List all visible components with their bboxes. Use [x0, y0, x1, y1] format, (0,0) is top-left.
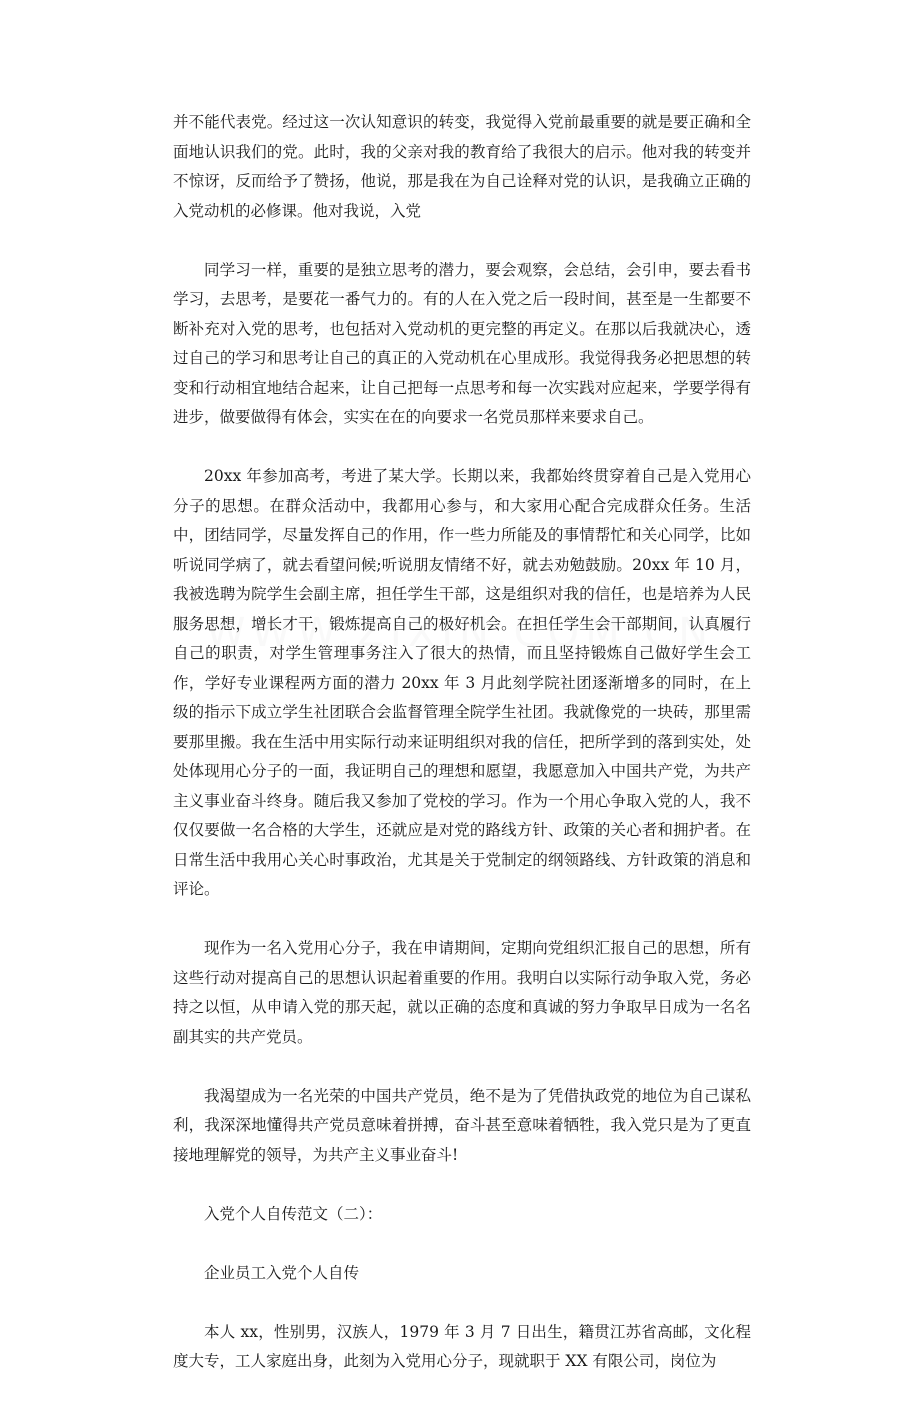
- paragraph-1: 并不能代表党。经过这一次认知意识的转变，我觉得入党前最重要的就是要正确和全面地认识我们的党。此时，我的父亲对我的教育给了我很大的启示。他对我的转变并不惊讶，反而给予了赞扬，他说，那是我在为自己诠释对党的认识，是我确立正确的入党动机的必修课。他对我说，入党: [173, 113, 751, 220]
- article-title: 企业员工入党个人自传: [204, 1263, 360, 1282]
- paragraph-6: 本人 xx，性别男，汉族人，1979 年 3 月 7 日出生，籍贯江苏省高邮，文化程度大专，工人家庭出身，此刻为入党用心分子，现就职于 XX 有限公司，岗位为: [173, 1322, 751, 1370]
- paragraph-4: 现作为一名入党用心分子，我在申请期间，定期向党组织汇报自己的思想，所有这些行动对提高自己的思想认识起着重要的作用。我明白以实际行动争取入党，务必持之以恒，从申请入党的那天起，就以正确的态度和真诚的努力争取早日成为一名名副其实的共产党员。: [173, 939, 751, 1046]
- paragraph-5: 我渴望成为一名光荣的中国共产党员，绝不是为了凭借执政党的地位为自己谋私利，我深深地懂得共产党员意味着拼搏，奋斗甚至意味着牺牲，我入党只是为了更直接地理解党的领导，为共产主义事业奋斗!: [173, 1086, 751, 1164]
- section-heading: 入党个人自传范文（二）：: [204, 1204, 383, 1223]
- paragraph-3: 20xx 年参加高考，考进了某大学。长期以来，我都始终贯穿着自己是入党用心分子的思想。在群众活动中，我都用心参与，和大家用心配合完成群众任务。生活中，团结同学，尽量发挥自己的作用，作一些力所能及的事情帮忙和关心同学，比如听说同学病了，就去看望问候;听说朋友情绪不好，就去劝勉鼓励。20xx 年 10 月，我被选聘为院学生会副主席，担任学生干部，这是组织对我的信任，也是培养为人民服务思想，增长才干，锻炼提高自己的极好机会。在担任学生会干部期间，认真履行自己的职责，对学生管理事务注入了很大的热情，而且坚持锻炼自己做好学生会工作，学好专业课程两方面的潜力 20xx 年 3 月此刻学院社团逐渐增多的同时，在上级的指示下成立学生社团联合会监督管理全院学生社团。我就像党的一块砖，那里需要那里搬。我在生活中用实际行动来证明组织对我的信任，把所学到的落到实处，处处体现用心分子的一面，我证明自己的理想和愿望，我愿意加入中国共产党，为共产主义事业奋斗终身。随后我又参加了党校的学习。作为一个用心争取入党的人，我不仅仅要做一名合格的大学生，还就应是对党的路线方针、政策的关心者和拥护者。在日常生活中我用心关心时事政治，尤其是关于党制定的纲领路线、方针政策的消息和评论。: [173, 467, 751, 898]
- paragraph-2: 同学习一样，重要的是独立思考的潜力，要会观察，会总结，会引申，要去看书学习，去思考，是要花一番气力的。有的人在入党之后一段时间，甚至是一生都要不断补充对入党的思考，也包括对入党动机的更完整的再定义。在那以后我就决心，透过自己的学习和思考让自己的真正的入党动机在心里成形。我觉得我务必把思想的转变和行动相宜地结合起来，让自己把每一点思考和每一次实践对应起来，学要学得有进步，做要做得有体会，实实在在的向要求一名党员那样来要求自己。: [173, 260, 751, 426]
- document-body: [173, 108, 751, 1406]
